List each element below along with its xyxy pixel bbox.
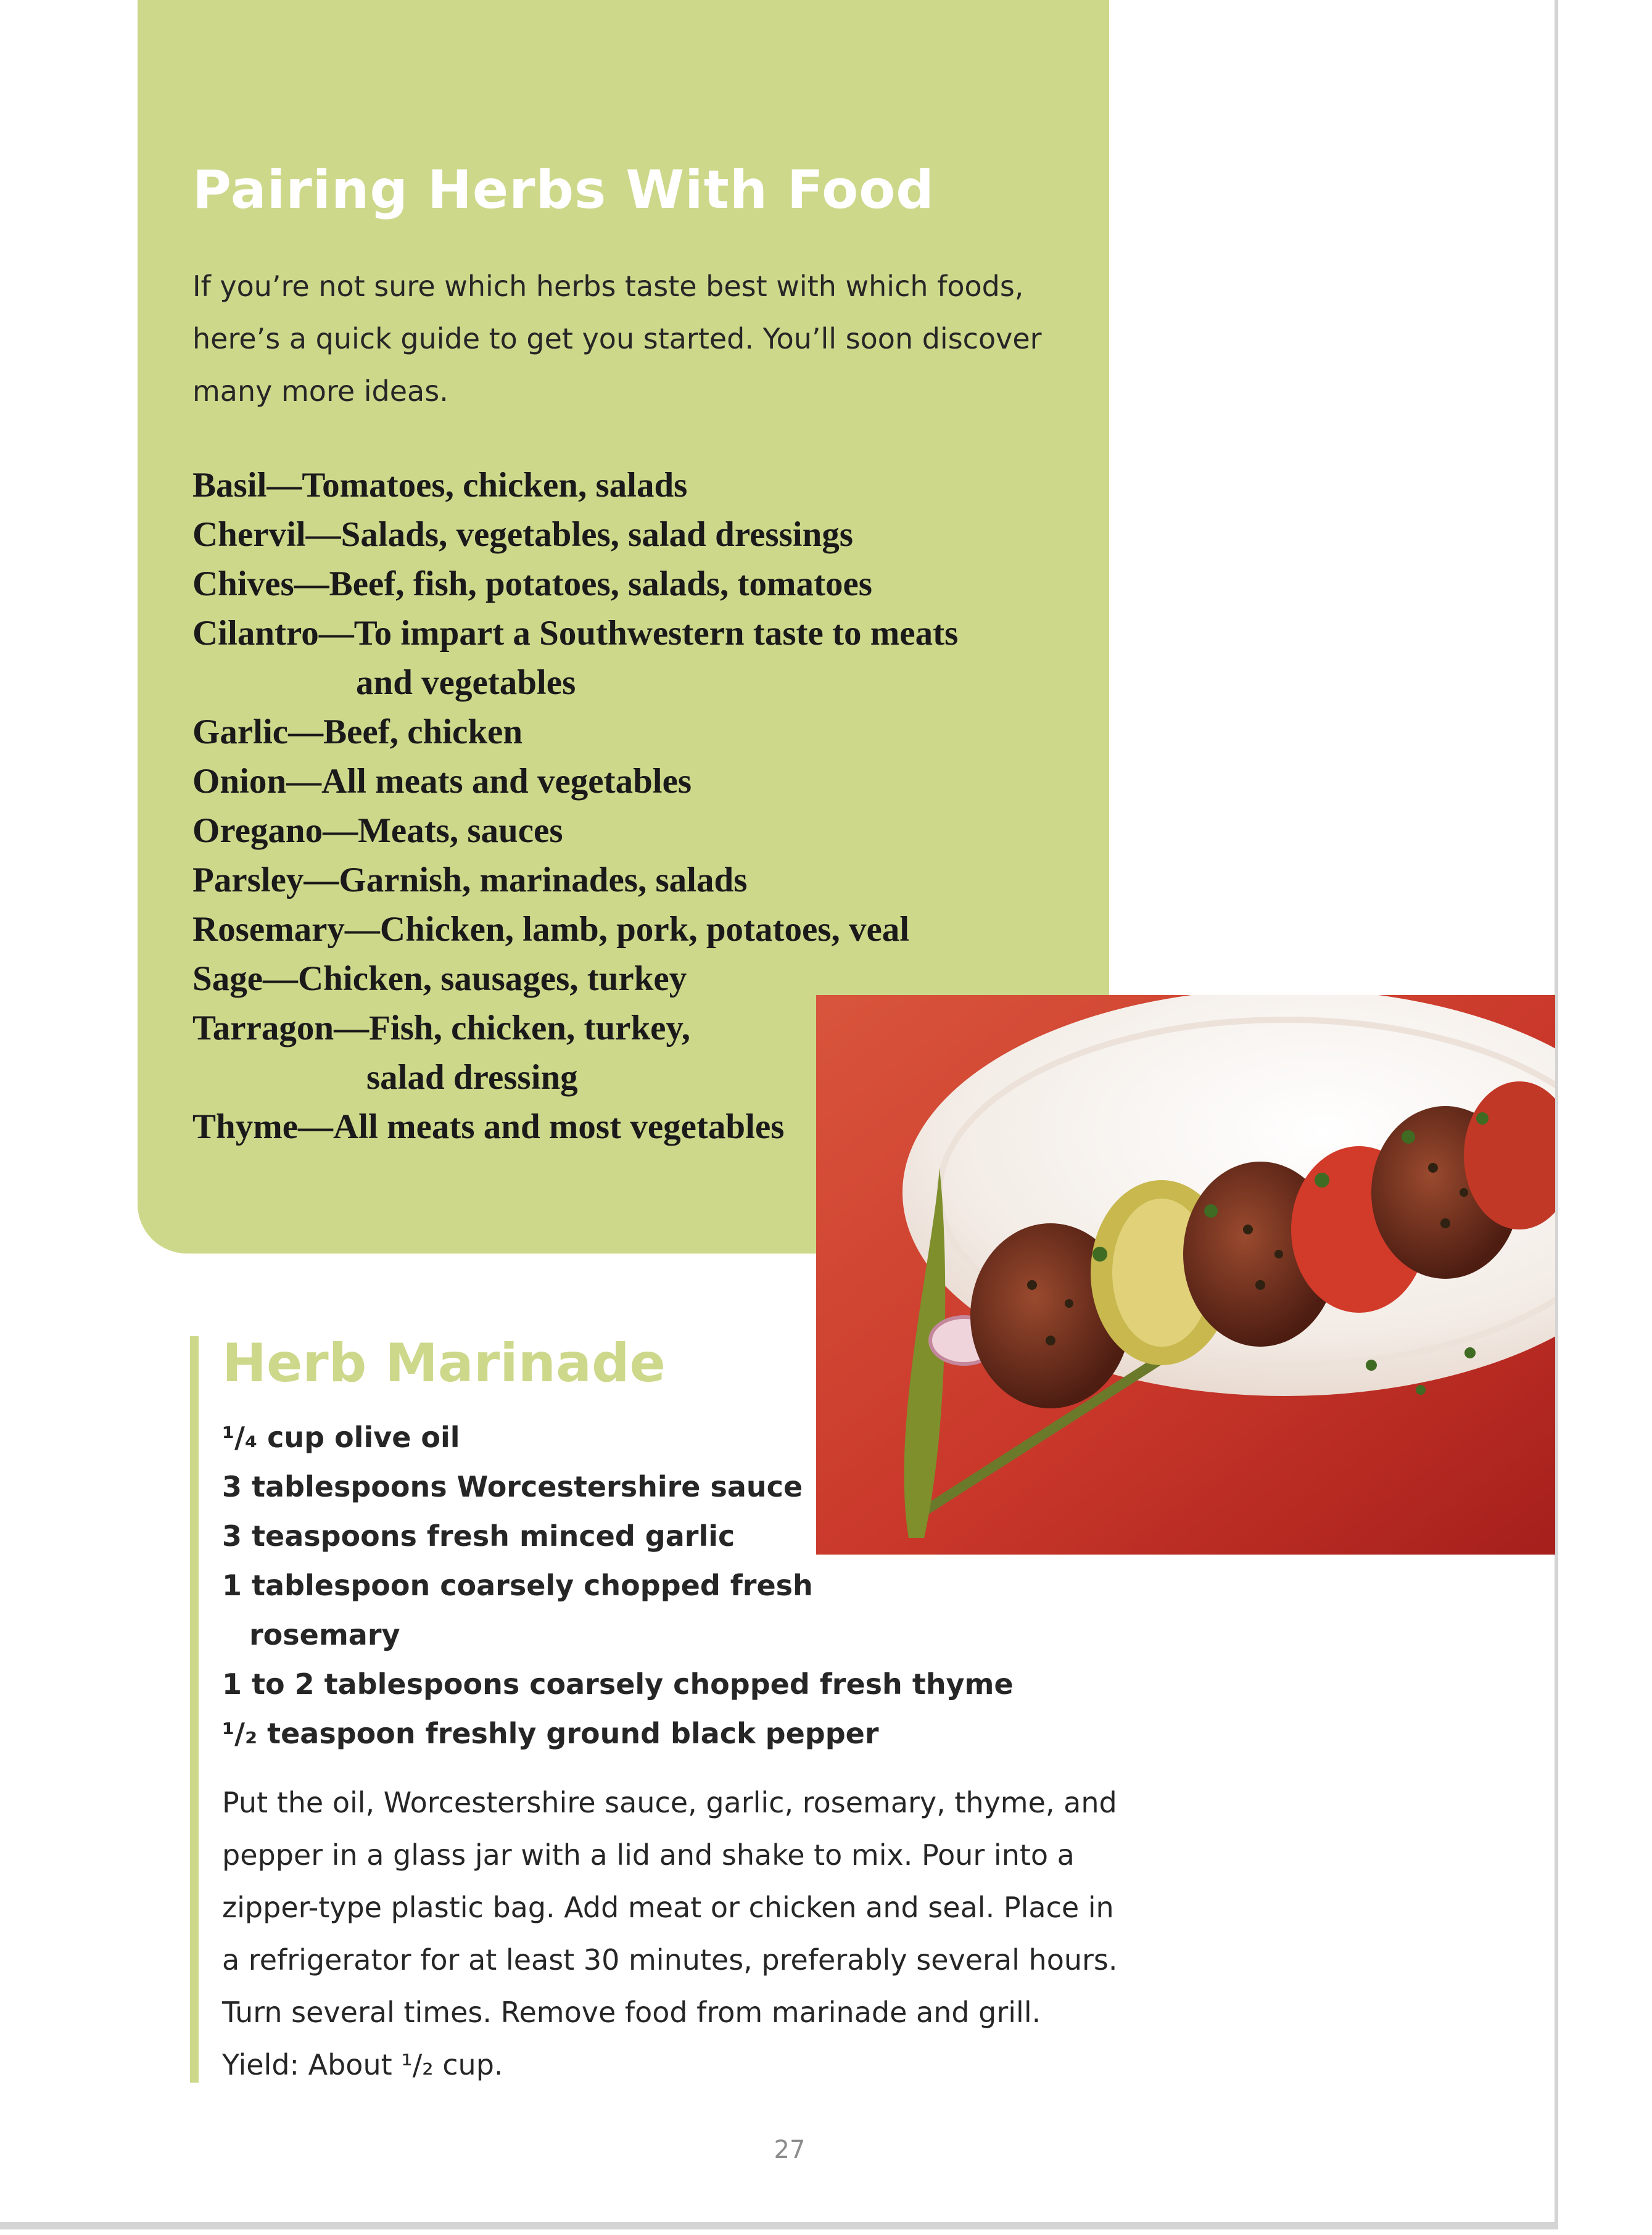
page-number: 27 bbox=[774, 2136, 806, 2164]
pairing-intro: If you’re not sure which herbs taste best with which foods, here’s a quick guide to get you started. You’ll soon discover many more ideas. bbox=[192, 270, 1042, 408]
ingredient-item: ¹/₂ teaspoon freshly ground black pepper bbox=[222, 1717, 879, 1750]
recipe-yield: Yield: About ¹/₂ cup. bbox=[222, 2048, 503, 2081]
directions-line: Turn several times. Remove food from marinade and grill. bbox=[222, 1996, 1041, 2029]
directions-line: a refrigerator for at least 30 minutes, preferably several hours. bbox=[222, 1943, 1118, 1977]
ingredient-item: 3 tablespoons Worcestershire sauce bbox=[222, 1470, 803, 1503]
pairing-title: Pairing Herbs With Food bbox=[192, 159, 935, 221]
herb-entry-continuation: salad dressing bbox=[366, 1058, 578, 1097]
herb-entry-rosemary: Rosemary—Chicken, lamb, pork, potatoes, veal bbox=[192, 910, 910, 949]
ingredient-list bbox=[222, 1413, 1147, 1758]
directions-line: Put the oil, Worcestershire sauce, garlic, rosemary, thyme, and bbox=[222, 1786, 1117, 1819]
ingredient-item: 1 tablespoon coarsely chopped fresh rosemary bbox=[222, 1561, 1147, 1659]
ingredient-item: 1 to 2 tablespoons coarsely chopped fresh thyme bbox=[222, 1667, 1014, 1701]
ingredient-continuation: rosemary bbox=[249, 1618, 400, 1651]
directions-line: pepper in a glass jar with a lid and shake to mix. Pour into a bbox=[222, 1838, 1075, 1872]
herb-entry-chives: Chives—Beef, fish, potatoes, salads, tomatoes bbox=[192, 564, 872, 603]
herb-entry-onion: Onion—All meats and vegetables bbox=[192, 762, 692, 801]
recipe-title: Herb Marinade bbox=[222, 1332, 666, 1394]
herb-entry-thyme: Thyme—All meats and most vegetables bbox=[192, 1107, 785, 1146]
recipe-directions bbox=[222, 1777, 1184, 2091]
herb-entry-continuation: and vegetables bbox=[356, 663, 576, 702]
herb-entry-oregano: Oregano—Meats, sauces bbox=[192, 811, 563, 850]
page-edge-bottom bbox=[0, 2222, 1558, 2229]
herb-entry-garlic: Garlic—Beef, chicken bbox=[192, 713, 523, 751]
herb-entry-basil: Basil—Tomatoes, chicken, salads bbox=[192, 466, 688, 505]
herb-entry-cilantro: Cilantro—To impart a Southwestern taste to meats and vegetables bbox=[192, 609, 994, 708]
herb-entry-chervil: Chervil—Salads, vegetables, salad dressings bbox=[192, 515, 853, 554]
recipe-accent-bar bbox=[190, 1336, 199, 2083]
herb-entry-parsley: Parsley—Garnish, marinades, salads bbox=[192, 861, 748, 899]
ingredient-item: ¹/₄ cup olive oil bbox=[222, 1421, 460, 1454]
ingredient-item: 3 teaspoons fresh minced garlic bbox=[222, 1519, 735, 1553]
directions-line: zipper-type plastic bag. Add meat or chicken and seal. Place in bbox=[222, 1891, 1114, 1924]
herb-entry-sage: Sage—Chicken, sausages, turkey bbox=[192, 959, 687, 998]
herb-entry-tarragon: Tarragon—Fish, chicken, turkey, salad dressing bbox=[192, 1004, 994, 1102]
